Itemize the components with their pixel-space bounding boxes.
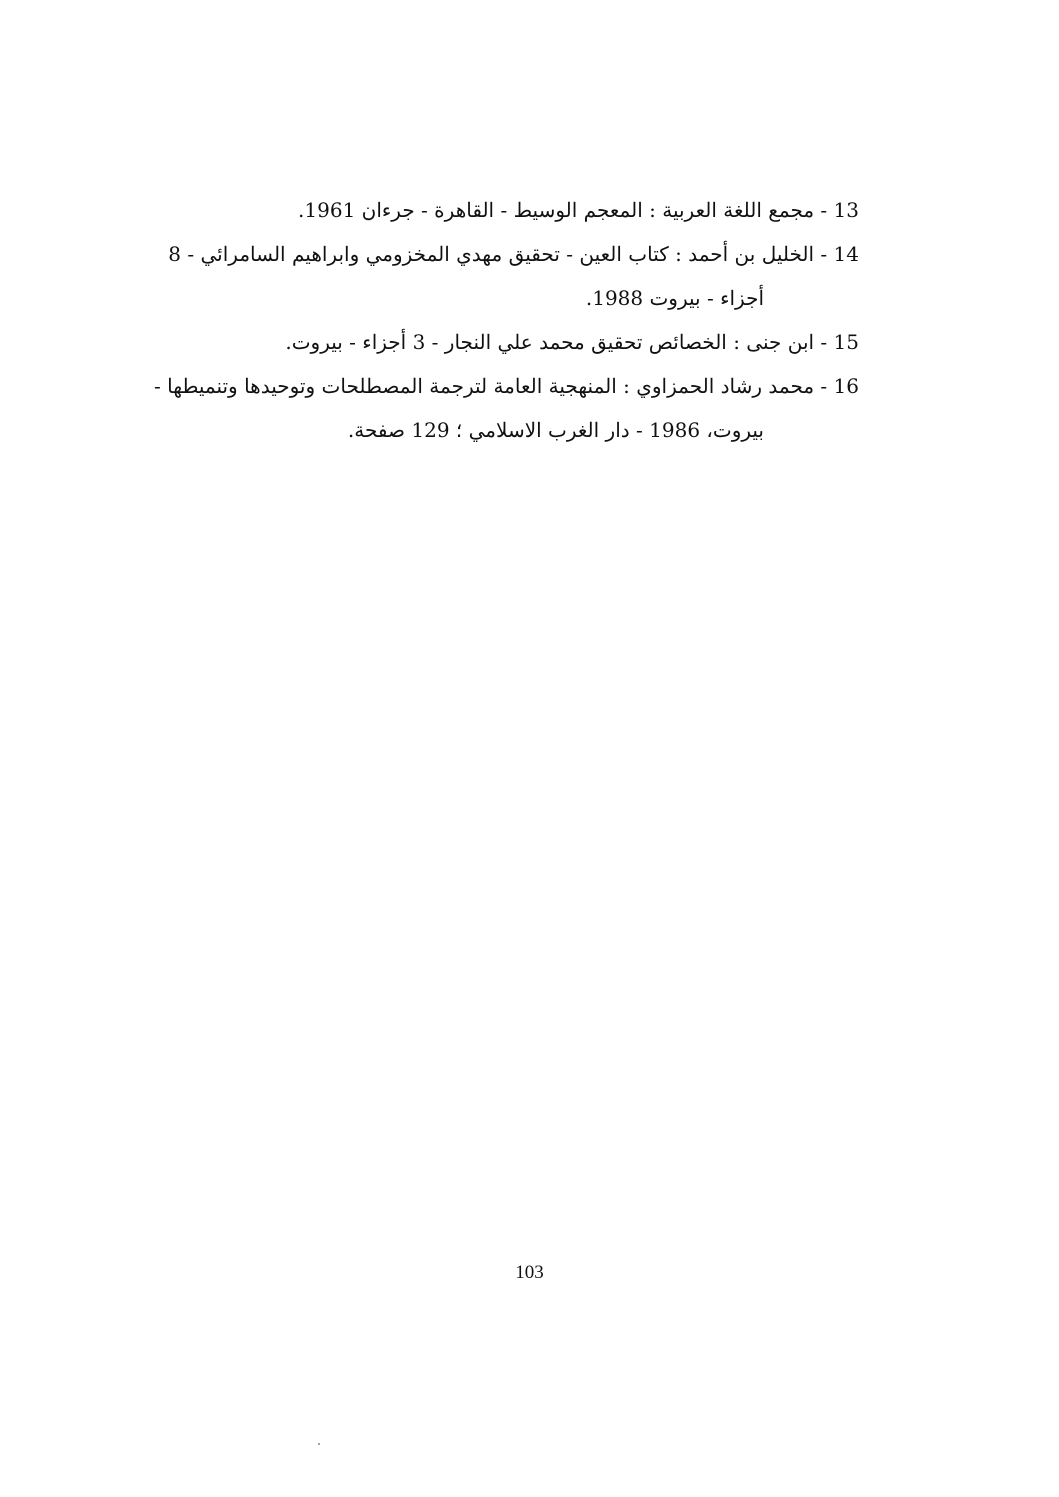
reference-line: 14 - الخليل بن أحمد : كتاب العين - تحقيق مهدي المخزومي وابراهيم السامرائي - 8 <box>168 242 859 266</box>
reference-line: 13 - مجمع اللغة العربية : المعجم الوسيط - القاهرة - جرءان 1961. <box>298 198 859 222</box>
reference-line: 15 - ابن جنى : الخصائص تحقيق محمد علي النجار - 3 أجزاء - بيروت. <box>285 330 859 354</box>
scan-speck <box>318 1443 320 1445</box>
reference-line: 16 - محمد رشاد الحمزاوي : المنهجية العامة لترجمة المصطلحات وتوحيدها وتنميطها - <box>154 374 859 398</box>
page-number: 103 <box>515 1262 544 1283</box>
reference-13 <box>199 188 859 232</box>
reference-15 <box>199 320 859 364</box>
references-list <box>154 188 859 452</box>
reference-16 <box>154 364 859 452</box>
reference-continuation-line: بيروت، 1986 - دار الغرب الاسلامي ؛ 129 صفحة. <box>347 418 764 442</box>
reference-continuation-line: أجزاء - بيروت 1988. <box>585 286 764 310</box>
reference-14 <box>168 232 859 320</box>
